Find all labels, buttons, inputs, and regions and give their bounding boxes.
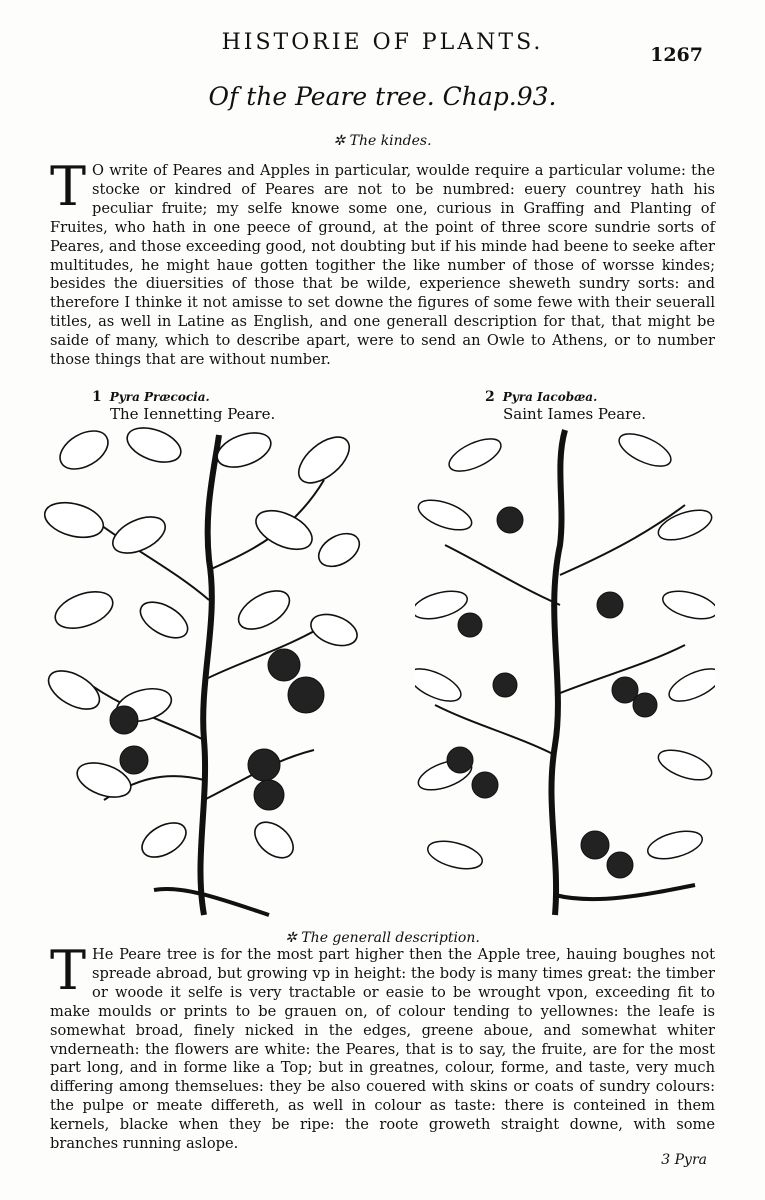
chapter-title: Of the Peare tree. Chap.93.	[208, 82, 557, 111]
figure-1-caption	[92, 389, 275, 424]
drop-cap: T	[50, 155, 87, 218]
description-text: He Peare tree is for the most part higher then the Apple tree, hauing boughes not spreade abroad, but growing vp in height: the body is many times great: the timber or woode it selfe is very tractable or easie to be wrought vpon, exceeding fit to make moulds or prints to be grauen on, of colour tending to yellownes: the leafe is somewhat broad, finely nicked in the edges, greene aboue, and somewhat whiter vnderneath: the flowers are white: the Peares, that is to say, the fruite, are for the most part long, and in forme like a Top; but in greatnes, colour, forme, and taste, very much differing among themselues: they be also couered with skins or coats of sundry colours: the pulpe or meate differeth, as well in colour as taste: there is conteined in them kernels, blacke when they be ripe: the roote groweth straight downe, with some branches running aslope.	[50, 946, 715, 1153]
kinds-paragraph	[50, 155, 715, 370]
figure-1-english-name: The Iennetting Peare.	[110, 405, 276, 423]
general-description-heading: ✲ The generall description.	[285, 930, 480, 946]
figure-2-caption	[485, 389, 646, 424]
kinds-heading: ✲ The kindes.	[333, 133, 432, 149]
figure-2-latin-name: Pyra Iacobæa.	[502, 390, 598, 404]
description-paragraph	[50, 939, 715, 1154]
drop-cap: T	[50, 939, 87, 1002]
figure-2-english-name: Saint Iames Peare.	[503, 405, 646, 423]
figure-2-number: 2	[485, 389, 495, 405]
figure-1-number: 1	[92, 389, 102, 405]
figure-1-latin-name: Pyra Præcocia.	[109, 390, 210, 404]
running-title: HISTORIE OF PLANTS.	[221, 30, 544, 55]
page-number: 1267	[650, 44, 703, 66]
kinds-text: O write of Peares and Apples in particular, woulde require a particular volume: the stocke or kindred of Peares are not to be numbred: euery countrey hath his peculiar fruite; my selfe knowe some one, curious in Graffing and Planting of Fruites, who hath in one peece of ground, at the point of three score sundrie sorts of Peares, and those exceeding good, not doubting but if his minde had beene to seeke after multitudes, he might haue gotten togither the like number of those of worsse kindes; besides the diuersities of those that be wilde, experience sheweth sundry sorts: and therefore I thinke it not amisse to set downe the figures of some fewe with their seuerall titles, as well in Latine as English, and one generall description for that, that might be saide of many, which to describe apart, were to send an Owle to Athens, or to number those things that are without number.	[50, 162, 715, 369]
saint-iames-peare-woodcut	[415, 425, 715, 920]
jennetting-peare-woodcut	[44, 420, 362, 920]
catchword: 3 Pyra	[661, 1152, 707, 1168]
